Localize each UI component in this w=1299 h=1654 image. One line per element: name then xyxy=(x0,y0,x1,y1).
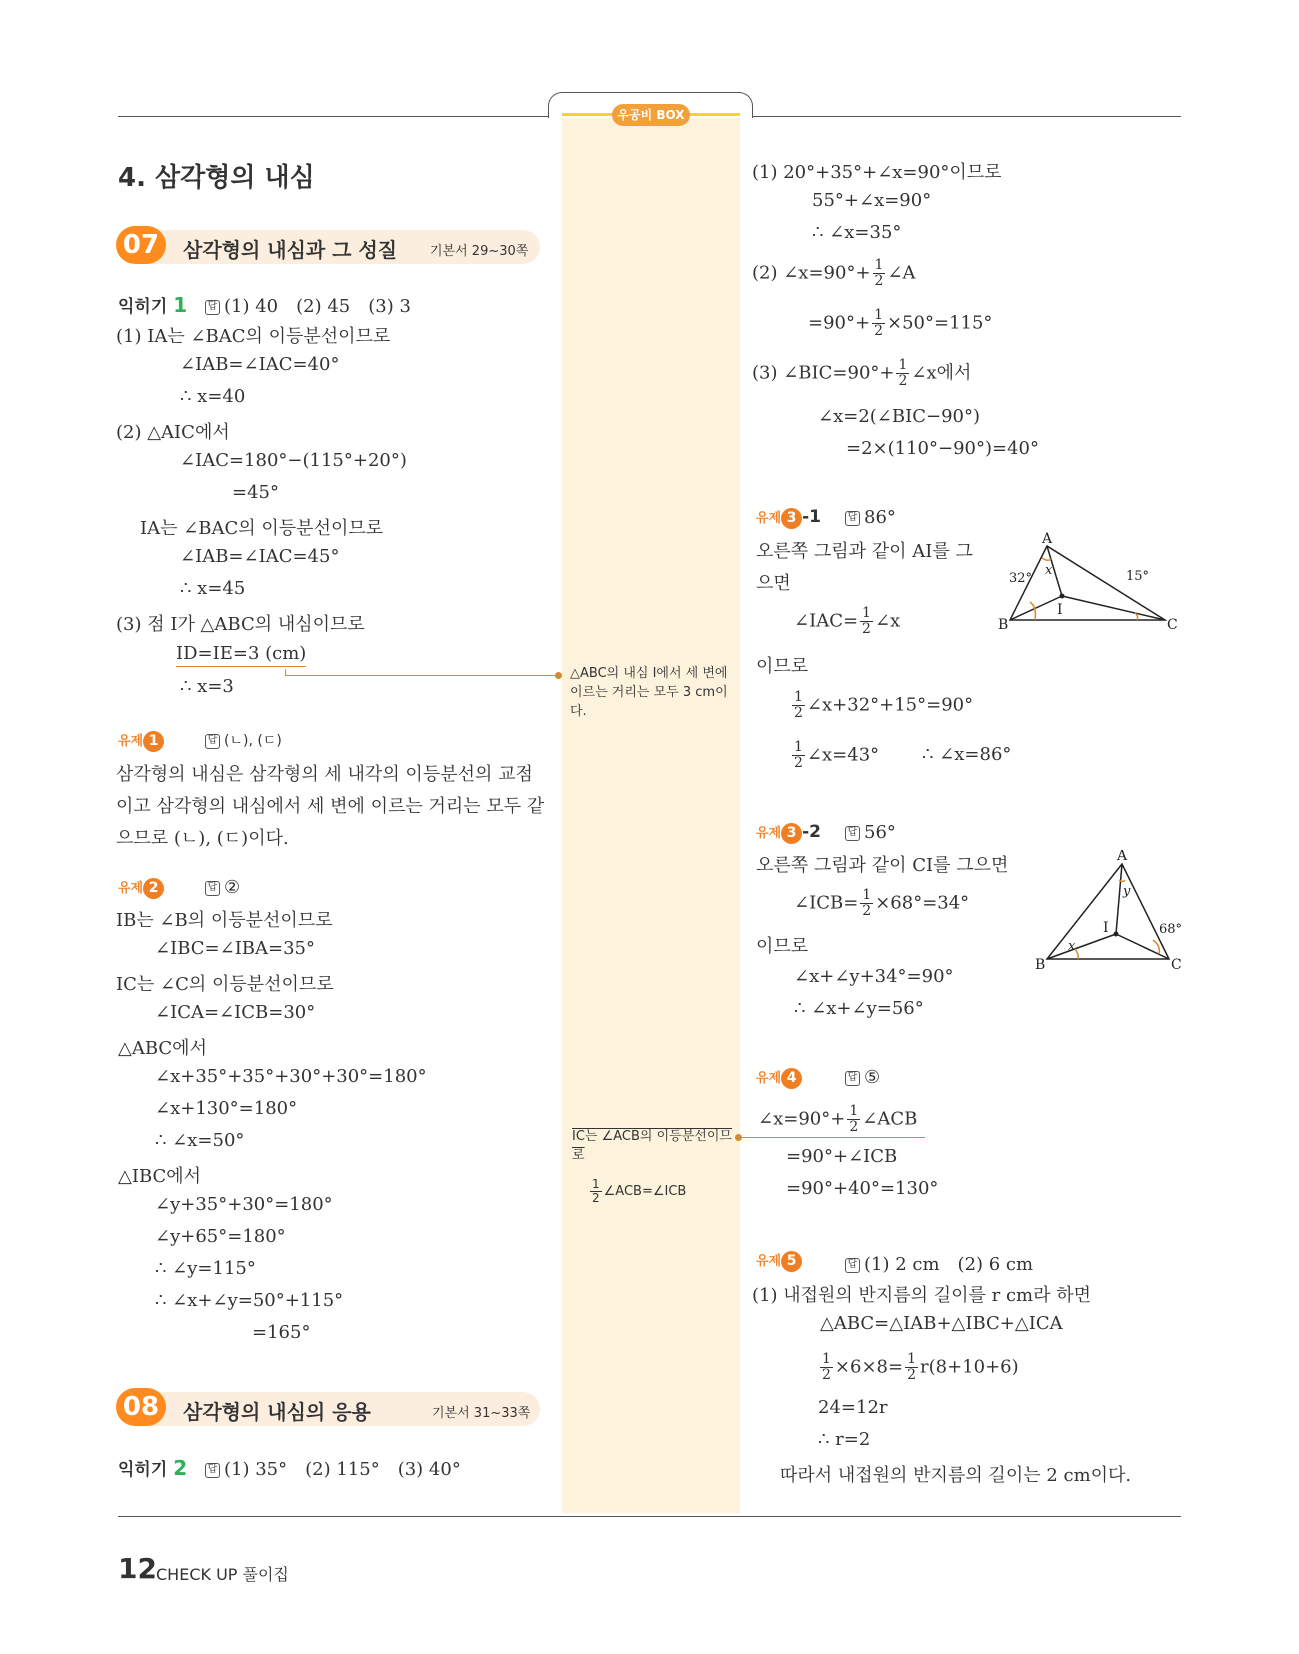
yuje-5-answer: 답 (1) 2 cm (2) 6 cm xyxy=(845,1250,1033,1276)
fraction: $\frac{1}{2}$ xyxy=(862,605,871,637)
fig1-label-a: A xyxy=(1042,532,1053,547)
text-line: 이므로 xyxy=(756,936,809,957)
yuje-2-answer: 답 ② xyxy=(205,877,240,898)
ikhigi-2-answer: 답 (1) 35° (2) 115° (3) 40° xyxy=(205,1455,461,1481)
text-line: =90°+∠ICB xyxy=(786,1146,898,1167)
text-line: △ABC=△IAB+△IBC+△ICA xyxy=(820,1313,1063,1334)
fig2-angle-y: y xyxy=(1123,884,1131,899)
text-line: ∠x=90°+ $\frac{1}{2}$ ∠ACB xyxy=(758,1103,918,1135)
text-line: 이므로 xyxy=(756,656,809,677)
ikhigi-2-tag: 익히기 2 xyxy=(118,1456,188,1480)
text-line: ∠IAC= $\frac{1}{2}$ ∠x xyxy=(794,605,901,637)
incenter-dot xyxy=(1114,932,1119,937)
segment-ai xyxy=(1116,864,1122,934)
text-line: 55°+∠x=90° xyxy=(812,190,932,211)
text-line: ∴ ∠x+∠y=56° xyxy=(794,998,924,1019)
text-line: =45° xyxy=(232,482,279,503)
yuje-3-2-tag: 유제 3 -2 xyxy=(756,822,822,842)
side-note-1: △ABC의 내심 I에서 세 변에 이르는 거리는 모두 3 cm이다. xyxy=(570,666,728,719)
yuje-3-2-answer: 답 56° xyxy=(845,822,896,843)
link-line xyxy=(285,675,559,676)
fig1-label-i: I xyxy=(1057,602,1063,618)
side-note-2-eq: $\frac{1}{2}$ ∠ACB=∠ICB xyxy=(592,1177,687,1205)
text-line: 오른쪽 그림과 같이 CI를 그으면 xyxy=(756,855,1009,876)
fig2-angle-x: x xyxy=(1068,939,1076,954)
triangle-figure-2 xyxy=(1035,850,1185,975)
text-line: ∠x+35°+35°+30°+30°=180° xyxy=(155,1066,427,1087)
text-line: $\frac{1}{2}$ ×6×8= $\frac{1}{2}$ r(8+10+6) xyxy=(822,1351,1019,1383)
box-badge: 우공비 BOX xyxy=(612,104,690,126)
text-line: ∴ x=40 xyxy=(180,386,246,407)
triangle-abc xyxy=(1047,864,1169,959)
fig2-label-b: B xyxy=(1035,957,1046,973)
fraction: $\frac{1}{2}$ xyxy=(794,739,803,771)
fraction: $\frac{1}{2}$ xyxy=(907,1351,916,1383)
fig1-label-c: C xyxy=(1167,617,1178,632)
ikhigi-1-answer: 답 (1) 40 (2) 45 (3) 3 xyxy=(205,292,411,318)
fig1-angle-15: 15° xyxy=(1126,569,1150,584)
text-line: =2×(110°−90°)=40° xyxy=(846,438,1039,459)
text-line: 으므로 (ㄴ), (ㄷ)이다. xyxy=(116,828,289,849)
answer-icon: 답 xyxy=(845,1071,860,1086)
text-line: 따라서 내접원의 반지름의 길이는 2 cm이다. xyxy=(780,1465,1132,1486)
triangle-figure-1 xyxy=(995,532,1180,632)
text-line: △ABC에서 xyxy=(118,1038,207,1059)
text-line: ∠y+35°+30°=180° xyxy=(155,1194,333,1215)
text-line: △IBC에서 xyxy=(118,1166,202,1187)
yuje-3-1-tag: 유제 3 -1 xyxy=(756,507,822,527)
yuje-5-tag: 유제 5 xyxy=(756,1250,802,1272)
yuje-1-tag: 유제 1 xyxy=(118,730,164,752)
text-line: (3) 점 I가 △ABC의 내심이므로 xyxy=(116,614,365,635)
text-line: ∠IAB=∠IAC=45° xyxy=(180,546,340,567)
text-line: 24=12r xyxy=(818,1397,888,1418)
yuje-1-answer: 답 (ㄴ), (ㄷ) xyxy=(205,730,282,750)
text-line: ∠IAB=∠IAC=40° xyxy=(180,354,340,375)
text-line: ∴ ∠x=50° xyxy=(155,1130,245,1151)
fig2-label-a: A xyxy=(1117,850,1128,864)
text-line: $\frac{1}{2}$ ∠x=43° xyxy=(794,739,880,771)
answer-icon: 답 xyxy=(205,300,220,315)
text-line: IC는 ∠C의 이등분선이므로 xyxy=(116,974,334,995)
link-line xyxy=(740,1137,925,1138)
fraction: $\frac{1}{2}$ xyxy=(874,257,884,289)
incenter-dot xyxy=(1060,594,1065,599)
section-07-number: 07 xyxy=(116,226,166,264)
text-line: (1) IA는 ∠BAC의 이등분선이므로 xyxy=(116,326,391,347)
text-line: ∴ x=3 xyxy=(180,676,234,697)
fraction: $\frac{1}{2}$ xyxy=(822,1351,831,1383)
answer-icon: 답 xyxy=(205,734,220,749)
text-line: =90°+ $\frac{1}{2}$ ×50°=115° xyxy=(808,307,993,339)
text-line: $\frac{1}{2}$ ∠x+32°+15°=90° xyxy=(794,689,974,721)
text-line: (1) 20°+35°+∠x=90°이므로 xyxy=(752,162,1002,183)
text-line: 삼각형의 내심은 삼각형의 세 내각의 이등분선의 교점 xyxy=(116,764,533,785)
section-08-number: 08 xyxy=(116,1388,166,1426)
yuje-4-tag: 유제 4 xyxy=(756,1067,802,1089)
fraction: $\frac{1}{2}$ xyxy=(849,1103,859,1135)
text-line: (3) ∠BIC=90°+ $\frac{1}{2}$ ∠x에서 xyxy=(752,357,972,389)
angle-mark xyxy=(1042,558,1051,560)
answer-icon: 답 xyxy=(845,1258,860,1273)
text-line: ∠x+∠y+34°=90° xyxy=(794,966,954,987)
text-line: =90°+40°=130° xyxy=(786,1178,939,1199)
text-line: (2) ∠x=90°+ $\frac{1}{2}$ ∠A xyxy=(752,257,916,289)
side-note-2: IC는 ∠ACB의 이등분선이므로 xyxy=(572,1129,732,1163)
text-line: ∴ ∠x=86° xyxy=(922,744,1012,765)
text-line: ∴ ∠y=115° xyxy=(155,1258,256,1279)
text-line: (2) △AIC에서 xyxy=(116,422,230,443)
text-line: ∠ICB= $\frac{1}{2}$ ×68°=34° xyxy=(794,887,970,919)
angle-mark xyxy=(1119,880,1125,882)
section-07-title: 삼각형의 내심과 그 성질 xyxy=(183,238,398,262)
text-line: 으면 xyxy=(756,573,791,594)
text-line: ∴ x=45 xyxy=(180,578,246,599)
text-line: ∴ ∠x=35° xyxy=(812,222,902,243)
bottom-rule xyxy=(118,1516,1181,1517)
text-line: 이고 삼각형의 내심에서 세 변에 이르는 거리는 모두 같 xyxy=(116,796,545,817)
footer-title: CHECK UP 풀이집 xyxy=(156,1565,289,1584)
text-line: IB는 ∠B의 이등분선이므로 xyxy=(116,910,333,931)
fig1-label-b: B xyxy=(998,617,1009,632)
segment-ci xyxy=(1062,596,1165,620)
answer-icon: 답 xyxy=(845,511,860,526)
fig1-angle-32: 32° xyxy=(1009,571,1033,586)
section-07-ref: 기본서 29~30쪽 xyxy=(430,244,529,259)
yuje-3-1-answer: 답 86° xyxy=(845,507,896,528)
answer-icon: 답 xyxy=(205,1463,220,1478)
text-line: IA는 ∠BAC의 이등분선이므로 xyxy=(140,518,384,539)
text-line: ∠ICA=∠ICB=30° xyxy=(155,1002,316,1023)
fraction: $\frac{1}{2}$ xyxy=(898,357,908,389)
angle-mark xyxy=(1075,949,1078,959)
yuje-4-answer: 답 ⑤ xyxy=(845,1067,880,1088)
answer-icon: 답 xyxy=(845,826,860,841)
fig2-angle-68: 68° xyxy=(1159,922,1183,937)
text-line: ∠IBC=∠IBA=35° xyxy=(155,938,316,959)
side-note-column xyxy=(562,117,740,1513)
text-line-linked: ID=IE=3 (cm) xyxy=(176,643,306,667)
text-line: ∠x=2(∠BIC−90°) xyxy=(818,406,980,427)
page-number: 12 xyxy=(118,1552,157,1585)
text-line: ∴ ∠x+∠y=50°+115° xyxy=(155,1290,344,1311)
section-08-title: 삼각형의 내심의 응용 xyxy=(183,1400,371,1424)
text-line: ∠y+65°=180° xyxy=(155,1226,286,1247)
fig2-label-c: C xyxy=(1171,957,1182,973)
ikhigi-1-tag: 익히기 1 xyxy=(118,293,188,317)
fig2-label-i: I xyxy=(1103,920,1109,936)
answer-icon: 답 xyxy=(205,881,220,896)
yuje-2-tag: 유제 2 xyxy=(118,877,164,899)
chapter-title: 4. 삼각형의 내심 xyxy=(118,163,315,193)
fraction: $\frac{1}{2}$ xyxy=(862,887,872,919)
fig1-angle-x: x xyxy=(1045,563,1053,578)
segment-ci xyxy=(1116,934,1169,959)
text-line: ∠IAC=180°−(115°+20°) xyxy=(180,450,407,471)
text-line: ∴ r=2 xyxy=(818,1429,871,1450)
text-line: (1) 내접원의 반지름의 길이를 r cm라 하면 xyxy=(752,1285,1092,1306)
text-line: 오른쪽 그림과 같이 AI를 그 xyxy=(756,541,973,562)
fraction: $\frac{1}{2}$ xyxy=(794,689,803,721)
fraction: $\frac{1}{2}$ xyxy=(592,1177,600,1205)
fraction: $\frac{1}{2}$ xyxy=(874,307,883,339)
link-dot xyxy=(555,672,562,679)
text-line: =165° xyxy=(252,1322,311,1343)
section-08-ref: 기본서 31~33쪽 xyxy=(432,1406,531,1421)
text-line: ∠x+130°=180° xyxy=(155,1098,298,1119)
